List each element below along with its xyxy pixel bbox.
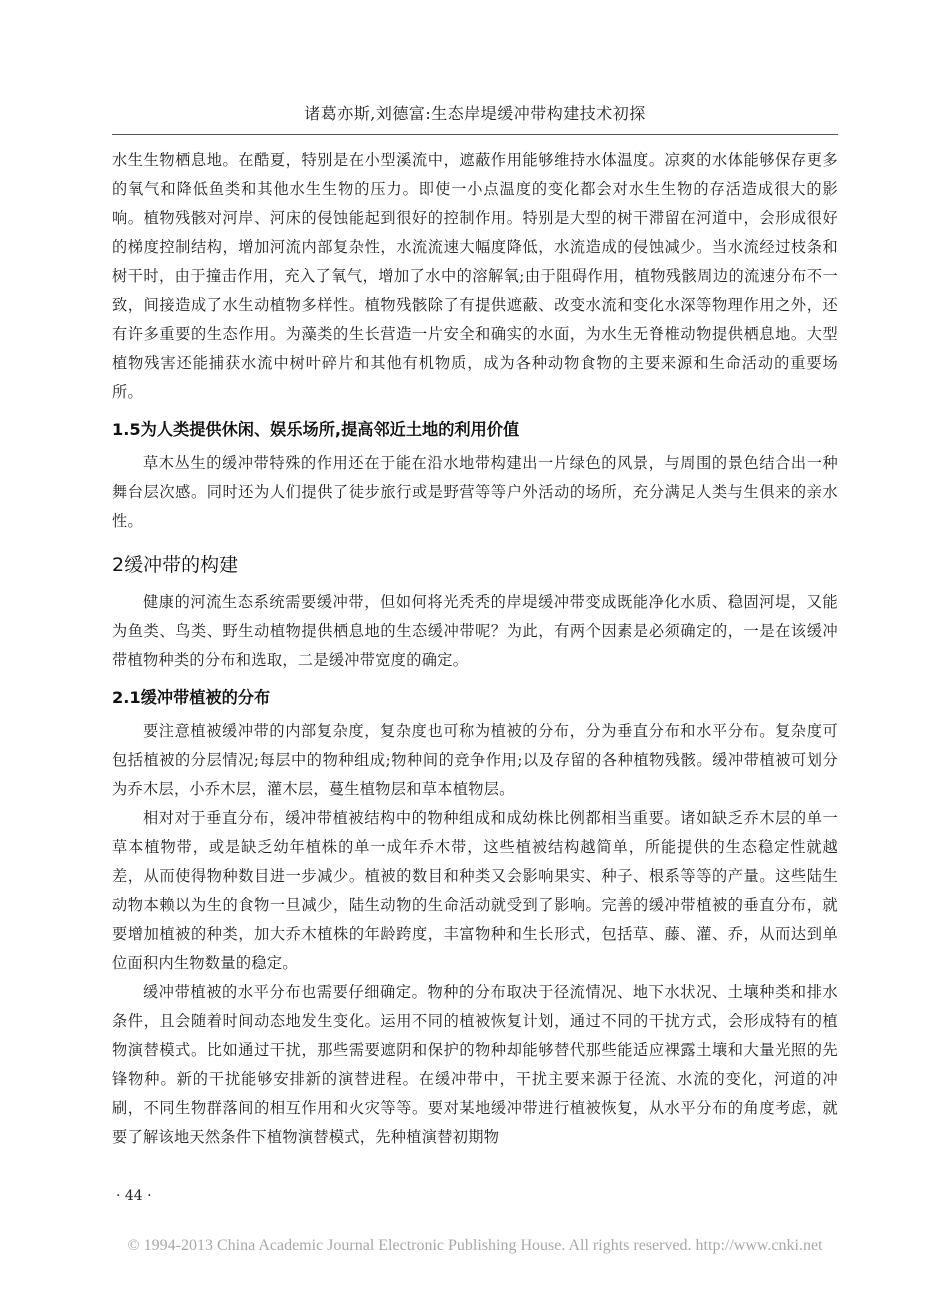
paragraph-horizontal-distribution: 缓冲带植被的水平分布也需要仔细确定。物种的分布取决于径流情况、地下水状况、土壤种类和排水条件，且会随着时间动态地发生变化。运用不同的植被恢复计划，通过不同的干扰方式，会形成特有的植物演替模式。比如通过干扰，那些需要遮阴和保护的物种却能够替代那些能适应裸露土壤和大量光照的先锋物种。新的干扰能够安排新的演替进程。在缓冲带中，干扰主要来源于径流、水流的变化，河道的冲刷，不同生物群落间的相互作用和火灾等等。要对某地缓冲带进行植被恢复，从水平分布的角度考虑，就要了解该地天然条件下植物演替模式，先种植演替初期物 — [112, 983, 838, 1146]
running-header-title: 诸葛亦斯,刘德富:生态岸堤缓冲带构建技术初探 — [304, 104, 646, 123]
paragraph-construction-intro: 健康的河流生态系统需要缓冲带，但如何将光秃秃的岸堤缓冲带变成既能净化水质、稳固河堤，又能为鱼类、鸟类、野生动植物提供栖息地的生态缓冲带呢？为此，有两个因素是必须确定的，一是在该缓冲带植物种类的分布和选取，二是缓冲带宽度的确定。 — [112, 593, 838, 669]
article-body — [112, 146, 838, 1152]
header-divider — [112, 134, 838, 135]
copyright-watermark: © 1994-2013 China Academic Journal Electronic Publishing House. All rights reserved. http://www.cnki.net — [127, 1237, 823, 1254]
page-number: · 44 · — [116, 1188, 152, 1204]
section-heading-2: 2缓冲带的构建 — [112, 554, 239, 576]
paragraph-complexity: 要注意植被缓冲带的内部复杂度，复杂度也可称为植被的分布，分为垂直分布和水平分布。复杂度可包括植被的分层情况;每层中的物种组成;物种间的竞争作用;以及存留的各种植物残骸。缓冲带植被可划分为乔木层，小乔木层，灌木层，蔓生植物层和草本植物层。 — [112, 722, 838, 798]
subsection-heading-2-1: 2.1缓冲带植被的分布 — [112, 688, 271, 707]
paragraph-vertical-distribution: 相对对于垂直分布，缓冲带植被结构中的物种组成和成幼株比例都相当重要。诸如缺乏乔木层的单一草本植物带，或是缺乏幼年植株的单一成年乔木带，这些植被结构越简单，所能提供的生态稳定性就越差，从而使得物种数目进一步减少。植被的数目和种类又会影响果实、种子、根系等等的产量。这些陆生动物本赖以为生的食物一旦减少，陆生动物的生命活动就受到了影响。完善的缓冲带植被的垂直分布，就要增加植被的种类，加大乔木植株的年龄跨度，丰富物种和生长形式，包括草、藤、灌、乔，从而达到单位面积内生物数量的稳定。 — [112, 809, 838, 972]
paragraph-recreation: 草木丛生的缓冲带特殊的作用还在于能在沿水地带构建出一片绿色的风景，与周围的景色结合出一种舞台层次感。同时还为人们提供了徒步旅行或是野营等等户外活动的场所，充分满足人类与生俱来的亲水性。 — [112, 454, 838, 530]
paragraph-plant-debris: 水生生物栖息地。在酷夏，特别是在小型溪流中，遮蔽作用能够维持水体温度。凉爽的水体能够保存更多的氧气和降低鱼类和其他水生生物的压力。即使一小点温度的变化都会对水生生物的存活造成很大的影响。植物残骸对河岸、河床的侵蚀能起到很好的控制作用。特别是大型的树干滞留在河道中，会形成很好的梯度控制结构，增加河流内部复杂性，水流流速大幅度降低，水流造成的侵蚀减少。当水流经过枝条和树干时，由于撞击作用，充入了氧气，增加了水中的溶解氧;由于阻碍作用，植物残骸周边的流速分布不一致，间接造成了水生动植物多样性。植物残骸除了有提供遮蔽、改变水流和变化水深等物理作用之外，还有许多重要的生态作用。为藻类的生长营造一片安全和确实的水面，为水生无脊椎动物提供栖息地。大型植物残害还能捕获水流中树叶碎片和其他有机物质，成为各种动物食物的主要来源和生命活动的重要场所。 — [112, 151, 838, 401]
subsection-heading-1-5: 1.5为人类提供休闲、娱乐场所,提高邻近土地的利用价值 — [112, 420, 520, 439]
